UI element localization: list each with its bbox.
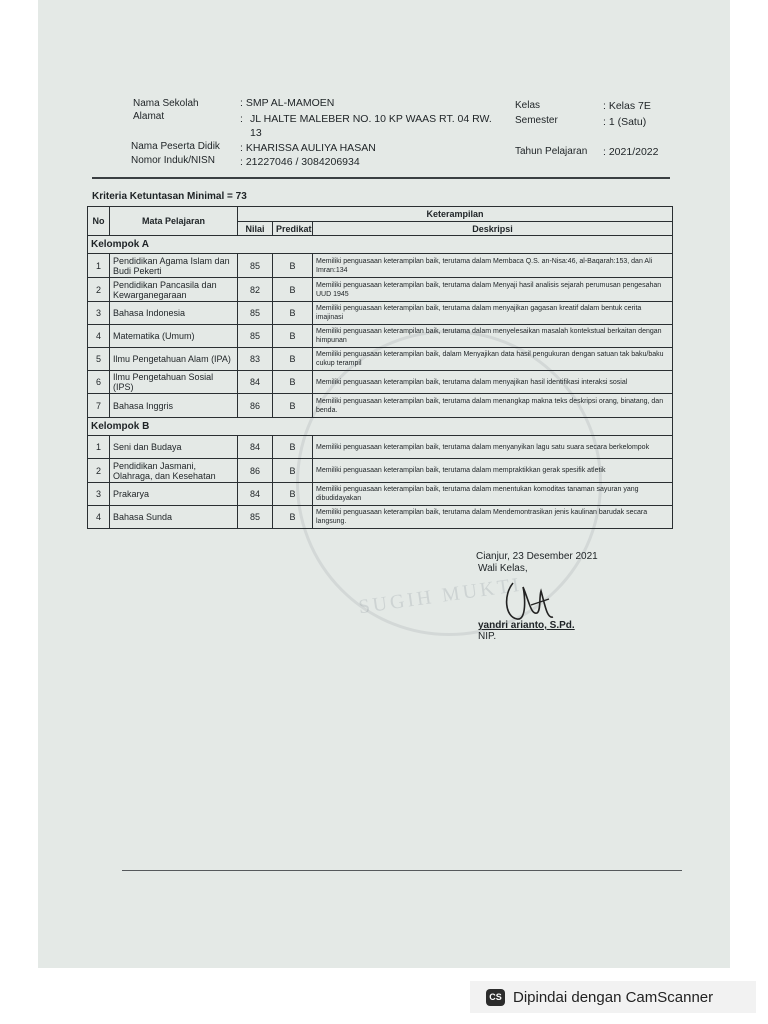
row-description: Memiliki penguasaan keterampilan baik, terutama dalam Menyaji hasil analisis sejarah perumusan pengesahan UUD 1945	[313, 278, 673, 302]
group-b-label: Kelompok B	[88, 418, 673, 436]
row-subject: Pendidikan Agama Islam dan Budi Pekerti	[110, 254, 238, 278]
row-subject: Prakarya	[110, 483, 238, 506]
row-subject: Seni dan Budaya	[110, 436, 238, 459]
school-label: Nama Sekolah	[133, 98, 199, 109]
nisn-value: : 21227046 / 3084206934	[240, 156, 360, 168]
row-score: 83	[238, 348, 273, 371]
year-label: Tahun Pelajaran	[515, 146, 588, 157]
kkm-label: Kriteria Ketuntasan Minimal = 73	[92, 191, 247, 202]
row-score: 85	[238, 325, 273, 348]
row-description: Memiliki penguasaan keterampilan baik, terutama dalam Mendemontrasikan jenis kaulinan barudak secara langsung.	[313, 506, 673, 529]
row-no: 7	[88, 394, 110, 418]
row-score: 86	[238, 394, 273, 418]
watermark-text: SUGIH MUKTI	[357, 573, 524, 619]
address-label: Alamat	[133, 111, 165, 122]
table-row	[88, 371, 673, 394]
row-description: Memiliki penguasaan keterampilan baik, terutama dalam menangkap makna teks deskripsi orang, binatang, dan benda.	[313, 394, 673, 418]
table-row	[88, 436, 673, 459]
student-value: : KHARISSA AULIYA HASAN	[240, 142, 376, 154]
row-subject: Matematika (Umum)	[110, 325, 238, 348]
row-score: 82	[238, 278, 273, 302]
row-score: 85	[238, 254, 273, 278]
student-label: Nama Peserta Didik	[131, 141, 220, 152]
row-no: 6	[88, 371, 110, 394]
row-description: Memiliki penguasaan keterampilan baik, terutama dalam menyelesaikan masalah kontekstual berkaitan dengan himpunan	[313, 325, 673, 348]
col-score: Nilai	[238, 222, 273, 236]
row-predicate: B	[273, 348, 313, 371]
row-no: 4	[88, 325, 110, 348]
grades-table	[87, 206, 673, 529]
row-subject: Bahasa Indonesia	[110, 302, 238, 325]
class-value: : Kelas 7E	[603, 100, 651, 112]
row-no: 5	[88, 348, 110, 371]
header-divider	[92, 177, 670, 179]
class-label: Kelas	[515, 100, 541, 111]
row-predicate: B	[273, 506, 313, 529]
address-colon: :	[240, 113, 243, 125]
table-row	[88, 278, 673, 302]
row-no: 1	[88, 436, 110, 459]
row-score: 84	[238, 371, 273, 394]
semester-label: Semester	[515, 115, 558, 126]
row-description: Memiliki penguasaan keterampilan baik, terutama dalam menyajikan hasil identifikasi interaksi sosial	[313, 371, 673, 394]
row-predicate: B	[273, 436, 313, 459]
address-value: JL HALTE MALEBER NO. 10 KP WAAS RT. 04 RW.	[250, 113, 492, 125]
camscanner-label: Dipindai dengan CamScanner	[513, 988, 714, 1006]
row-subject: Pendidikan Pancasila dan Kewarganegaraan	[110, 278, 238, 302]
row-description: Memiliki penguasaan keterampilan baik, dalam Menyajikan data hasil pengukuran dengan satuan tak baku/baku cukup terampil	[313, 348, 673, 371]
row-subject: Ilmu Pengetahuan Alam (IPA)	[110, 348, 238, 371]
table-row	[88, 483, 673, 506]
row-description: Memiliki penguasaan keterampilan baik, terutama dalam menyanyikan lagu satu suara secara berkelompok	[313, 436, 673, 459]
row-description: Memiliki penguasaan keterampilan baik, terutama dalam menyajikan gagasan kreatif dalam bentuk cerita imajinasi	[313, 302, 673, 325]
row-subject: Pendidikan Jasmani, Olahraga, dan Kesehatan	[110, 459, 238, 483]
table-row	[88, 348, 673, 371]
row-score: 85	[238, 506, 273, 529]
row-predicate: B	[273, 302, 313, 325]
row-no: 3	[88, 302, 110, 325]
row-description: Memiliki penguasaan keterampilan baik, terutama dalam mempraktikkan gerak spesifik atletik	[313, 459, 673, 483]
school-value: : SMP AL-MAMOEN	[240, 97, 335, 109]
camscanner-badge	[470, 981, 756, 1013]
col-predicate: Predikat	[273, 222, 313, 236]
year-value: : 2021/2022	[603, 146, 659, 158]
signature-role: Wali Kelas,	[478, 563, 528, 574]
table-row	[88, 254, 673, 278]
camscanner-logo-icon: CS	[486, 989, 505, 1006]
address-value-2: 13	[250, 127, 262, 139]
row-predicate: B	[273, 483, 313, 506]
teacher-name: yandri arianto, S.Pd.	[478, 620, 575, 631]
row-predicate: B	[273, 278, 313, 302]
row-subject: Bahasa Sunda	[110, 506, 238, 529]
row-no: 2	[88, 459, 110, 483]
row-score: 84	[238, 483, 273, 506]
teacher-nip: NIP.	[478, 631, 497, 642]
row-predicate: B	[273, 325, 313, 348]
table-row	[88, 459, 673, 483]
row-no: 1	[88, 254, 110, 278]
table-row	[88, 506, 673, 529]
row-predicate: B	[273, 394, 313, 418]
group-a-label: Kelompok A	[88, 236, 673, 254]
table-row	[88, 302, 673, 325]
signature-place-date: Cianjur, 23 Desember 2021	[476, 551, 598, 562]
col-subject: Mata Pelajaran	[110, 207, 238, 236]
row-no: 3	[88, 483, 110, 506]
row-predicate: B	[273, 371, 313, 394]
row-score: 84	[238, 436, 273, 459]
row-subject: Bahasa Inggris	[110, 394, 238, 418]
row-no: 2	[88, 278, 110, 302]
row-no: 4	[88, 506, 110, 529]
row-score: 85	[238, 302, 273, 325]
col-description: Deskripsi	[313, 222, 673, 236]
footer-divider	[122, 870, 682, 871]
row-predicate: B	[273, 254, 313, 278]
nisn-label: Nomor Induk/NISN	[131, 155, 215, 166]
col-no: No	[88, 207, 110, 236]
row-subject: Ilmu Pengetahuan Sosial (IPS)	[110, 371, 238, 394]
table-row	[88, 394, 673, 418]
row-score: 86	[238, 459, 273, 483]
row-description: Memiliki penguasaan keterampilan baik, terutama dalam menentukan komoditas tanaman sayuran yang dibudidayakan	[313, 483, 673, 506]
table-row	[88, 325, 673, 348]
row-description: Memiliki penguasaan keterampilan baik, terutama dalam Membaca Q.S. an-Nisa:46, al-Baqarah:153, dan Ali Imran:134	[313, 254, 673, 278]
row-predicate: B	[273, 459, 313, 483]
semester-value: : 1 (Satu)	[603, 116, 647, 128]
col-skill: Keterampilan	[238, 207, 673, 222]
